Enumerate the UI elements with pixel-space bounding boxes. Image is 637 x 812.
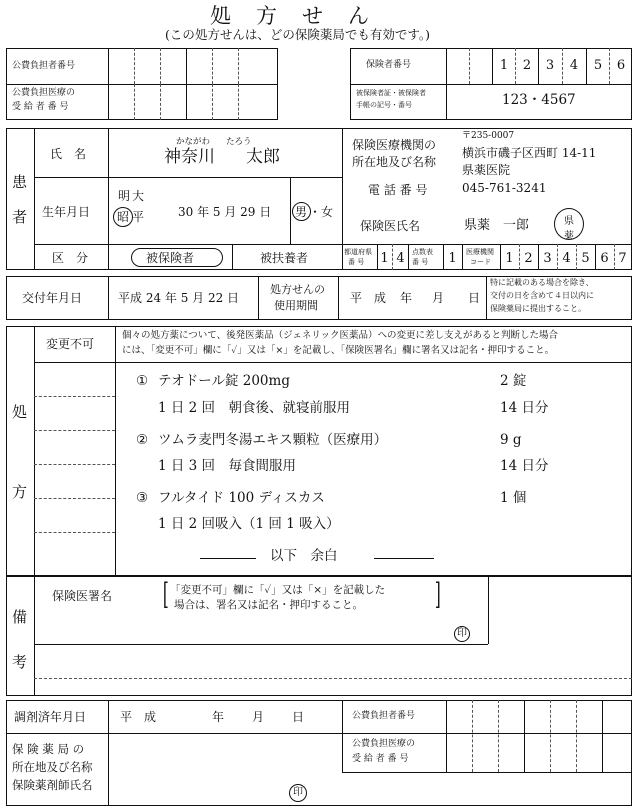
bracket-right: ] bbox=[434, 577, 441, 612]
drug-dosage: 1 日 2 回吸入（1 回 1 吸入） bbox=[158, 516, 340, 532]
drug-dosage: 1 日 2 回 朝食後、就寝前服用 bbox=[158, 400, 351, 416]
insurer-digit: 1 bbox=[499, 58, 509, 73]
drug-name: ツムラ麦門冬湯エキス顆粒（医療用） bbox=[158, 432, 388, 448]
remarks-char: 備 bbox=[12, 608, 28, 626]
pref-digit: 1 bbox=[380, 251, 389, 266]
page-subtitle: (この処方せんは、どの保険薬局でも有効です。) bbox=[165, 27, 431, 42]
insurer-digit: 3 bbox=[545, 58, 555, 73]
end-line-left bbox=[200, 558, 256, 559]
prescription-block bbox=[6, 326, 632, 576]
pref-label: 都道府県 bbox=[344, 248, 372, 256]
code-digit: 2 bbox=[524, 251, 533, 266]
patient-section-char: 者 bbox=[12, 208, 28, 226]
end-marker: 以下 余白 bbox=[270, 548, 338, 564]
public-recipient-label: 公費負担医療の bbox=[12, 88, 76, 98]
bracket-left: [ bbox=[162, 577, 169, 612]
no-change-label: 変更不可 bbox=[46, 337, 95, 351]
pharmacy-label: 保 険 薬 局 の bbox=[12, 742, 85, 756]
dob-value: 30 年 5 月 29 日 bbox=[178, 205, 272, 219]
patient-section-char: 患 bbox=[12, 173, 28, 191]
code-digit: 7 bbox=[618, 251, 627, 266]
institution-postal: 〒235-0007 bbox=[462, 131, 515, 141]
public-payer-label: 公費負担者番号 bbox=[12, 61, 76, 71]
prescription-char: 方 bbox=[12, 483, 28, 501]
insurer-digit: 6 bbox=[616, 58, 626, 73]
dispensed-date-label: 調剤済年月日 bbox=[14, 710, 87, 724]
issue-date-value: 平成 24 年 5 月 22 日 bbox=[118, 291, 240, 305]
dependent-label: 被扶養者 bbox=[260, 251, 309, 265]
prescription-char: 処 bbox=[12, 403, 28, 421]
period-label: 処方せんの bbox=[270, 283, 325, 296]
insurer-digit: 2 bbox=[522, 58, 532, 73]
code-digit: 6 bbox=[600, 251, 609, 266]
drug-quantity: 1 個 bbox=[500, 490, 527, 506]
end-line-right bbox=[374, 558, 434, 559]
pharmacy-public-recipient-label: 公費負担医療の bbox=[352, 739, 416, 749]
dob-label: 生年月日 bbox=[42, 205, 91, 219]
drug-quantity: 9 g bbox=[500, 432, 522, 448]
card-label: 被保険者証・被保険者 bbox=[356, 89, 426, 97]
period-note: 特に記載のある場合を除き、 bbox=[490, 278, 594, 287]
drug-dosage: 1 日 3 回 毎食間服用 bbox=[158, 458, 297, 474]
generic-notice: 個々の処方薬について、後発医薬品（ジェネリック医薬品）への変更に差し支えがあると判断した場合 bbox=[122, 330, 559, 341]
code-digit: 1 bbox=[505, 251, 514, 266]
pref-digit: 4 bbox=[396, 251, 405, 266]
page-title: 処 方 せ ん bbox=[210, 4, 371, 28]
insurer-digit: 4 bbox=[569, 58, 579, 73]
drug-number: ② bbox=[136, 432, 149, 448]
drug-number: ③ bbox=[136, 490, 149, 506]
drug-days: 14 日分 bbox=[500, 400, 549, 416]
institution-address: 横浜市磯子区西町 14-11 bbox=[462, 146, 597, 160]
remarks-char: 考 bbox=[12, 653, 28, 671]
signature-label: 保険医署名 bbox=[52, 589, 113, 603]
drug-quantity: 2 錠 bbox=[500, 373, 527, 389]
card-number: 123・4567 bbox=[502, 92, 576, 108]
period-era: 平 成 bbox=[350, 291, 387, 305]
drug-name: テオドール錠 200mg bbox=[158, 373, 290, 389]
institution-address-label: 保険医療機関の bbox=[352, 138, 437, 152]
drug-number: ① bbox=[136, 373, 149, 389]
drug-name: フルタイド 100 ディスカス bbox=[158, 490, 325, 506]
score-digit: 1 bbox=[448, 251, 457, 266]
phone-label: 電 話 番 号 bbox=[368, 183, 428, 197]
doctor-label: 保険医氏名 bbox=[360, 219, 421, 233]
score-label: 点数表 bbox=[412, 248, 433, 256]
doctor-name: 県薬 一郎 bbox=[464, 218, 530, 233]
pharmacy-public-payer-label: 公費負担者番号 bbox=[352, 711, 416, 721]
issue-date-label: 交付年月日 bbox=[22, 291, 83, 305]
insurer-label: 保険者番号 bbox=[366, 60, 412, 70]
pharmacy-block bbox=[6, 700, 632, 806]
category-label: 区 分 bbox=[52, 251, 89, 265]
phone-number: 045-761-3241 bbox=[462, 181, 547, 195]
name-kana: かながわ bbox=[176, 137, 211, 147]
drug-days: 14 日分 bbox=[500, 458, 549, 474]
institution-name: 県薬医院 bbox=[462, 163, 511, 177]
code-digit: 3 bbox=[543, 251, 552, 266]
code-digit: 5 bbox=[581, 251, 590, 266]
code-digit: 4 bbox=[562, 251, 571, 266]
doctor-seal: 県 薬 bbox=[554, 208, 584, 240]
insurer-digit: 5 bbox=[593, 58, 603, 73]
dispensed-era: 平 成 bbox=[120, 710, 157, 724]
name-label: 氏 名 bbox=[50, 147, 87, 161]
patient-name: 神奈川 bbox=[164, 147, 215, 167]
signature-note: 「変更不可」欄に「✓」又は「×」を記載した bbox=[170, 584, 386, 596]
code-label: 医療機関 bbox=[466, 248, 494, 256]
